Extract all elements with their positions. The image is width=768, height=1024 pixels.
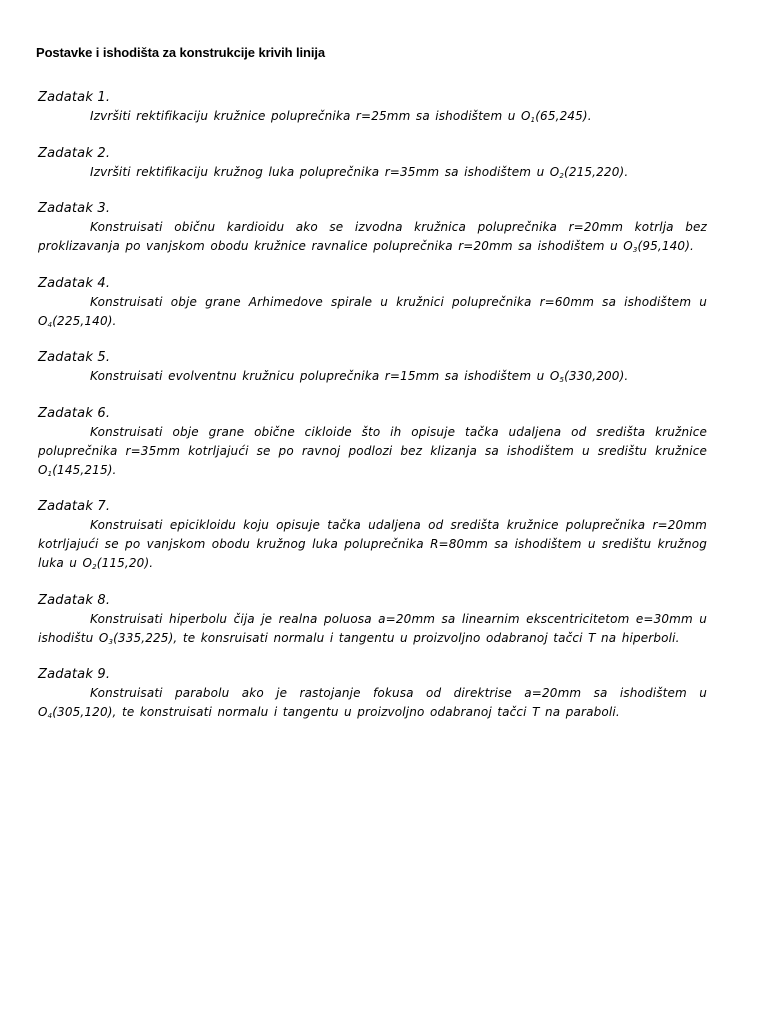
document-title: Postavke i ishodišta za konstrukcije krivih linija [36, 45, 326, 60]
task-heading: Zadatak 2. [38, 145, 111, 161]
task-9 [38, 665, 707, 722]
task-7 [38, 497, 707, 573]
task-heading: Zadatak 6. [38, 405, 111, 421]
task-text: Konstruisati parabolu ako je rastojanje fokusa od direktrise a=20mm sa ishodištem u $O_4(305,120)$, te konstruisati normalu i tangentu u proizvoljno odabranoj tačci T na paraboli. [38, 686, 707, 720]
task-text: Konstruisati obje grane Arhimedove spirale u kružnici poluprečnika r=60mm sa ishodištem u $O_4(225,140)$. [38, 294, 707, 329]
task-text: Izvršiti rektifikaciju kružnog luka poluprečnika r=35mm sa ishodištem u $O_2(215,220)$. [90, 164, 629, 180]
task-heading: Zadatak 5. [38, 350, 111, 365]
task-text: Konstruisati evolventnu kružnicu poluprečnika r=15mm sa ishodištem u $O_5(330,200)$. [90, 369, 629, 384]
task-heading: Zadatak 4. [38, 275, 111, 291]
task-6 [38, 404, 707, 480]
task-text: Konstruisati epicikloidu koju opisuje tačka udaljena od središta kružnice poluprečnika r=20mm kotrljajući se po vanjskom obodu kružnog luka poluprečnika R=80mm sa ishodištem u središtu kružnog luka u $O_2(115,20)$. [38, 518, 707, 571]
task-text: Konstruisati obje grane obične cikloide što ih opisuje tačka udaljena od središta kružnice poluprečnika r=35mm kotrljajući se po ravnoj podlozi bez klizanja sa ishodištem u središtu kružnice $O_1(145,215)$. [38, 424, 707, 478]
task-5 [38, 348, 707, 386]
task-text: Konstruisati hiperbolu čija je realna poluosa a=20mm sa linearnim ekscentricitetom e=30mm u ishodištu $O_3(335,225)$, te konsruisati normalu i tangentu u proizvoljno odabranoj tačci T na hiperboli. [38, 611, 707, 646]
task-list [38, 88, 707, 740]
task-heading: Zadatak 7. [38, 499, 111, 514]
task-text: Konstruisati običnu kardioidu ako se izvodna kružnica poluprečnika r=20mm kotrlja bez proklizavanja po vanjskom obodu kružnice ravnalice poluprečnika r=20mm sa ishodištem u $O_3(95,140)$. [38, 220, 707, 254]
task-text: Izvršiti rektifikaciju kružnice poluprečnika r=25mm sa ishodištem u $O_1(65,245)$. [90, 109, 592, 124]
task-heading: Zadatak 9. [38, 667, 111, 682]
task-4 [38, 274, 707, 331]
task-3 [38, 199, 707, 256]
task-heading: Zadatak 3. [38, 201, 111, 216]
task-1 [38, 88, 707, 126]
task-heading: Zadatak 8. [38, 592, 111, 608]
task-8 [38, 591, 707, 648]
task-heading: Zadatak 1. [38, 90, 111, 105]
task-2 [38, 144, 707, 182]
